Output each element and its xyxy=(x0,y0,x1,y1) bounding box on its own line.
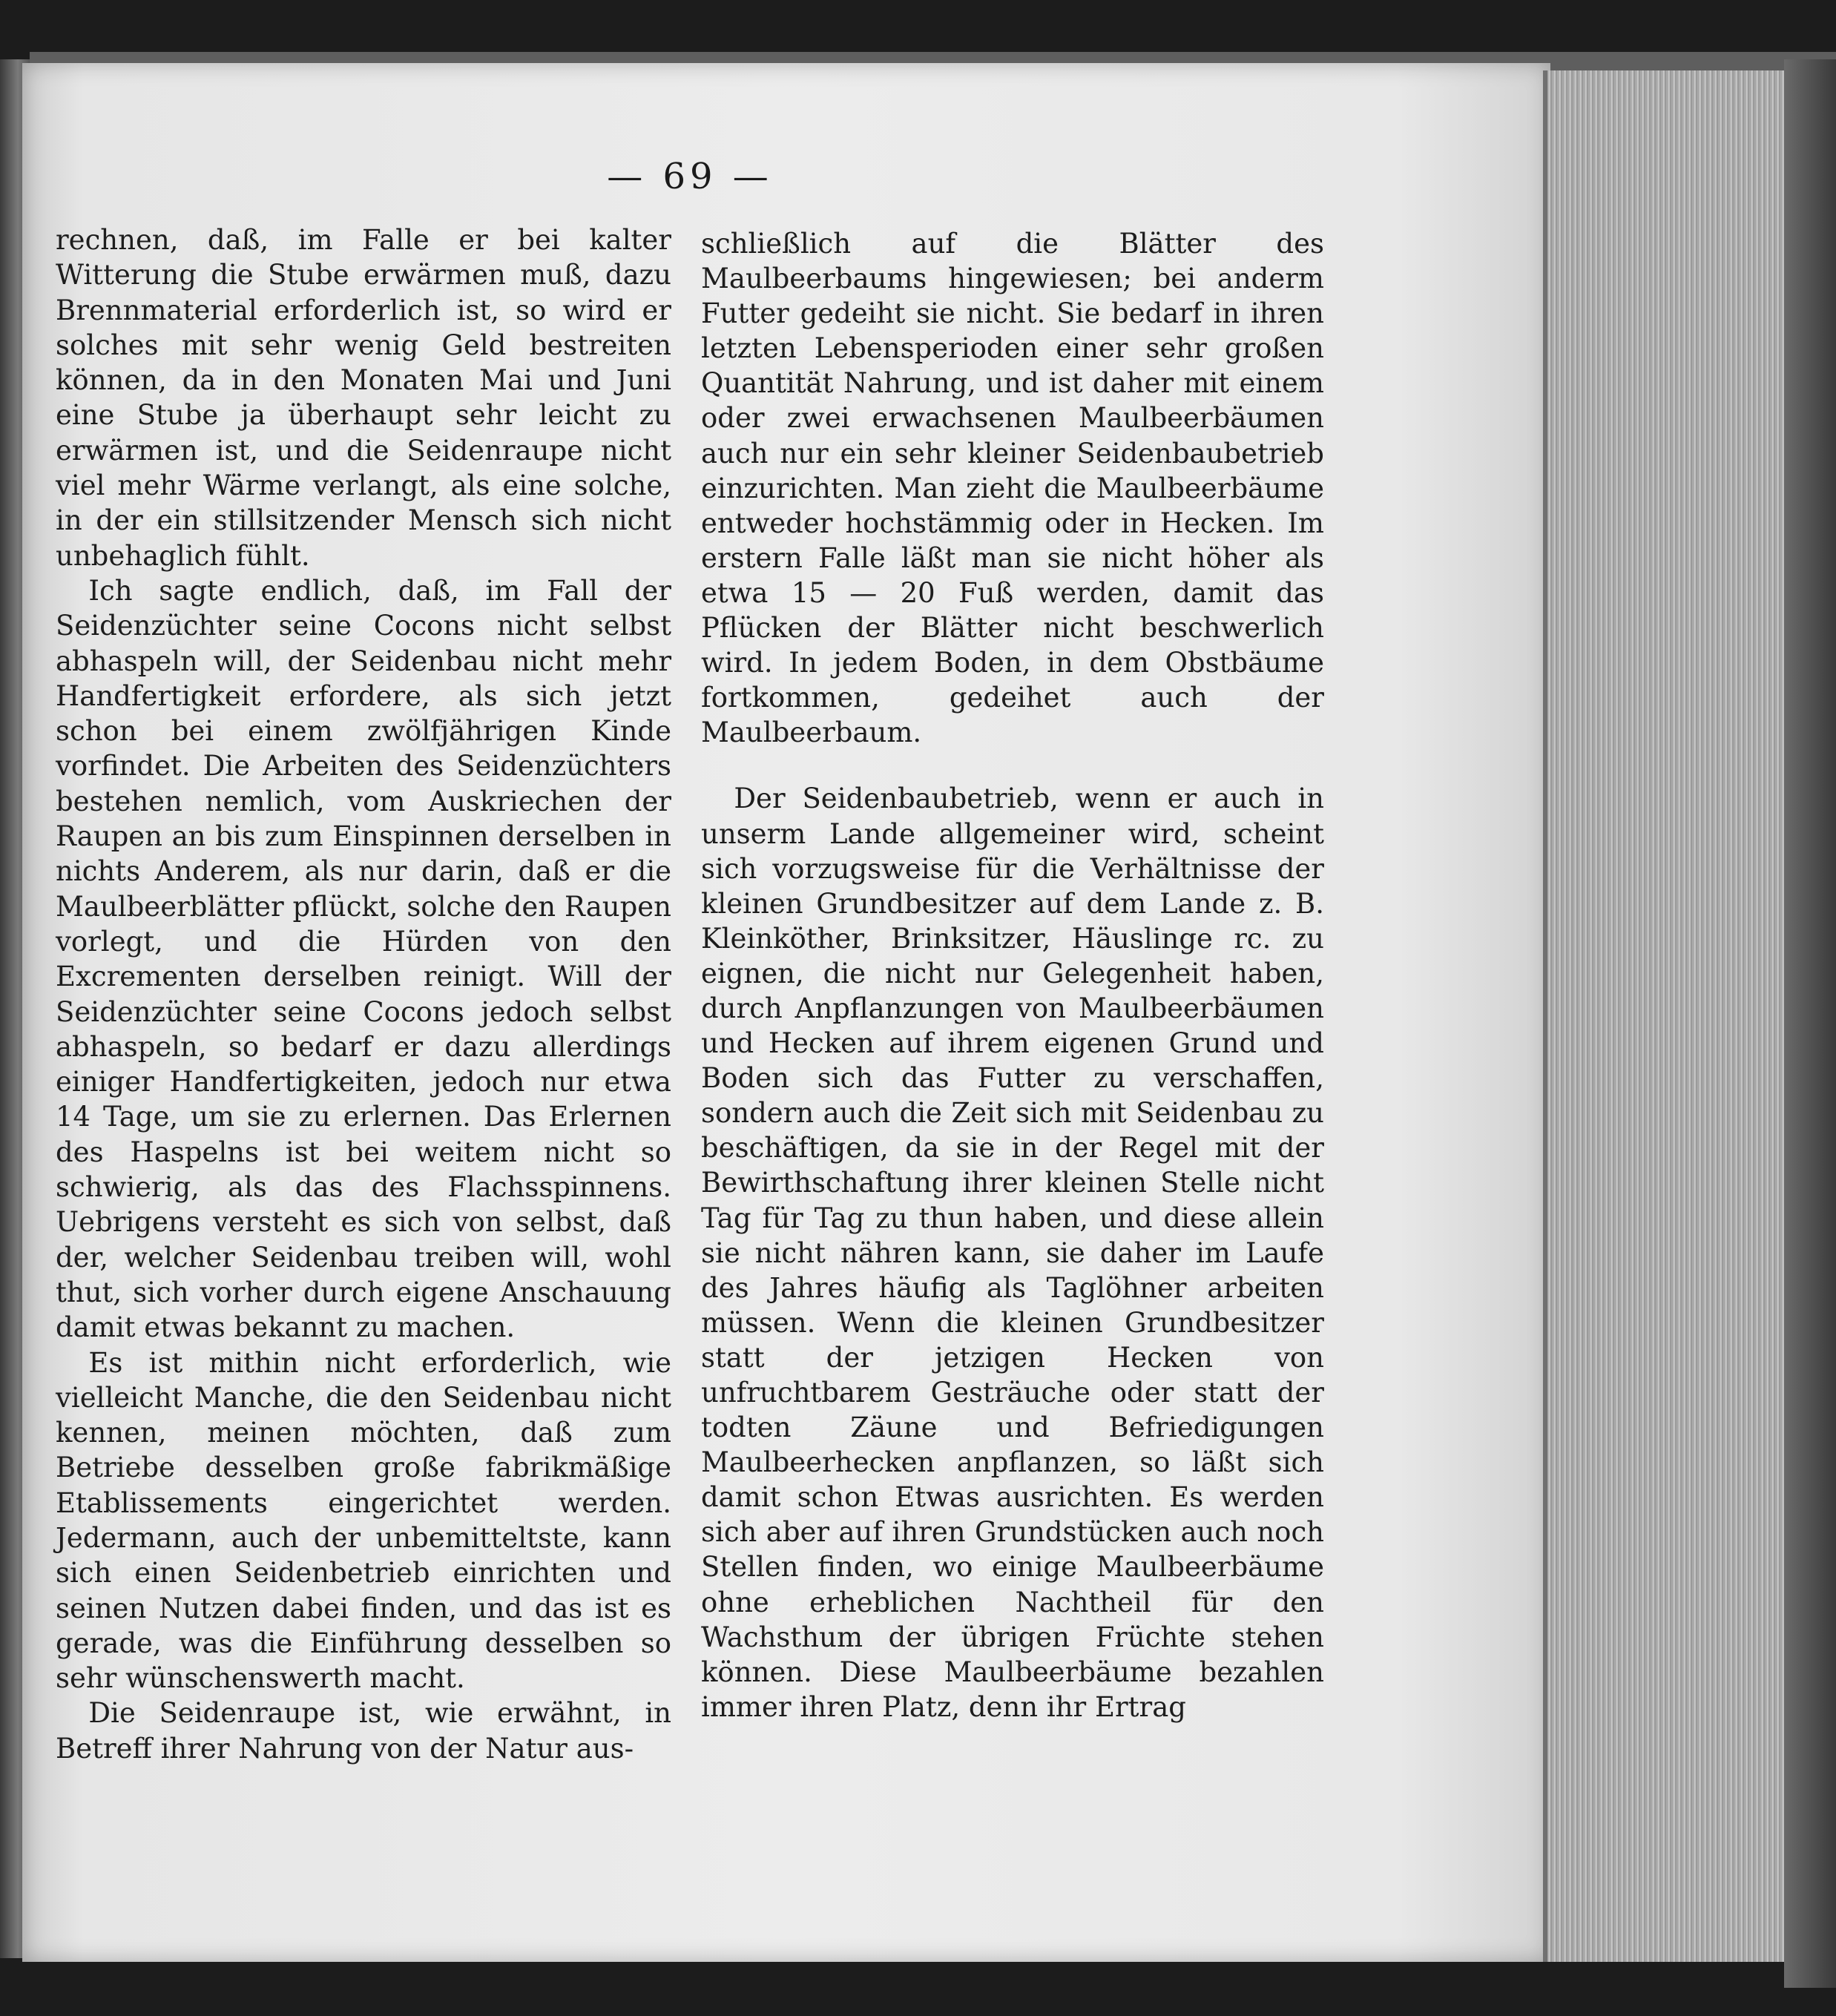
book-cover-edge xyxy=(1784,59,1836,1988)
page-number: — 69 — xyxy=(607,156,773,197)
paragraph: Es ist mithin nicht erforderlich, wie vielleicht Manche, die den Seidenbau nicht kennen, meinen möchten, daß zum Betriebe desselben große fabrikmäßige Etablissements eingerichtet werden. Jedermann, auch der unbemitteltste, kann sich einen Seidenbetrieb einrichten und seinen Nutzen dabei finden, und das ist es gerade, was die Einführung desselben so sehr wünschenswerth macht. xyxy=(56,1346,671,1695)
paragraph: rechnen, daß, im Falle er bei kalter Witterung die Stube erwärmen muß, dazu Brennmaterial erforderlich ist, so wird er solches mit sehr wenig Geld bestreiten können, da in den Monaten Mai und Juni eine Stube ja überhaupt sehr leicht zu erwärmen ist, und die Seidenraupe nicht viel mehr Wärme verlangt, als eine solche, in der ein stillsitzender Mensch sich nicht unbehaglich fühlt. xyxy=(56,224,671,572)
paragraph: Der Seidenbaubetrieb, wenn er auch in unserm Lande allgemeiner wird, scheint sich vorzugsweise für die Verhältnisse der kleinen Grundbesitzer auf dem Lande z. B. Kleinköther, Brinksitzer, Häuslinge rc. zu eignen, die nicht nur Gelegenheit haben, durch Anpflanzungen von Maulbeerbäumen und Hecken auf ihrem eigenen Grund und Boden sich das Futter zu verschaffen, sondern auch die Zeit sich mit Seidenbau zu beschäftigen, da sie in der Regel mit der Bewirthschaftung ihrer kleinen Stelle nicht Tag für Tag zu thun haben, und diese allein sie nicht nähren kann, sie daher im Laufe des Jahres häufig als Taglöhner arbeiten müssen. Wenn die kleinen Grundbesitzer statt der jetzigen Hecken von unfruchtbarem Gesträuche oder statt der todten Zäune und Befriedigungen Maulbeerhecken anpflanzen, so läßt sich damit schon Etwas ausrichten. Es werden sich aber auf ihren Grundstücken auch noch Stellen finden, wo einige Maulbeerbäume ohne erheblichen Nachtheil für den Wachsthum der übrigen Früchte stehen können. Diese Maulbeerbäume bezahlen immer ihren Platz, denn ihr Ertrag xyxy=(701,783,1324,1723)
page-block-edge xyxy=(1543,70,1792,1962)
paragraph: schließlich auf die Blätter des Maulbeerbaums hingewiesen; bei anderm Futter gedeiht sie nicht. Sie bedarf in ihren letzten Lebensperioden einer sehr großen Quantität Nahrung, und ist daher mit einem oder zwei erwachsenen Maulbeerbäumen auch nur ein sehr kleiner Seidenbaubetrieb einzurichten. Man zieht die Maulbeerbäume entweder hochstämmig oder in Hecken. Im erstern Falle läßt man sie nicht höher als etwa 15 — 20 Fuß werden, damit das Pflücken der Blätter nicht beschwerlich wird. In jedem Boden, in dem Obstbäume fortkommen, gedeihet auch der Maulbeerbaum. xyxy=(701,228,1324,749)
paragraph: Ich sagte endlich, daß, im Fall der Seidenzüchter seine Cocons nicht selbst abhaspeln will, der Seidenbau nicht mehr Handfertigkeit erfordere, als sich jetzt schon bei einem zwölfjährigen Kinde vorfindet. Die Arbeiten des Seidenzüchters bestehen nemlich, vom Auskriechen der Raupen an bis zum Einspinnen derselben in nichts Anderem, als nur darin, daß er die Maulbeerblätter pflückt, solche den Raupen vorlegt, und die Hürden von den Excrementen derselben reinigt. Will der Seidenzüchter seine Cocons jedoch selbst abhaspeln, so bedarf er dazu allerdings einiger Handfertigkeiten, jedoch nur etwa 14 Tage, um sie zu erlernen. Das Erlernen des Haspelns ist bei weitem nicht so schwierig, als das des Flachsspinnens. Uebrigens versteht es sich von selbst, daß der, welcher Seidenbau treiben will, wohl thut, sich vorher durch eigene Anschauung damit etwas bekannt zu machen. xyxy=(56,574,671,1344)
paragraph: Die Seidenraupe ist, wie erwähnt, in Betreff ihrer Nahrung von der Natur aus- xyxy=(56,1697,671,1765)
left-text-column xyxy=(56,223,671,1766)
right-text-column xyxy=(701,226,1324,1725)
